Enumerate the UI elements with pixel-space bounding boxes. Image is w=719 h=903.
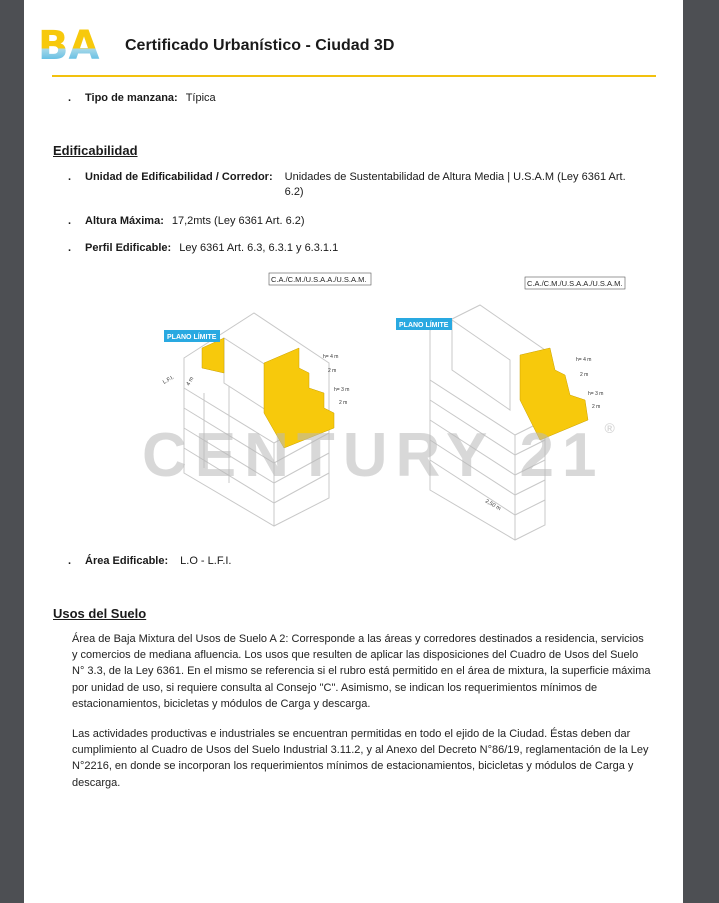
dim-4m-label: 4 m xyxy=(185,376,196,387)
bullet: . xyxy=(68,92,72,104)
perfil-value: Ley 6361 Art. 6.3, 6.3.1 y 6.3.1.1 xyxy=(179,242,339,254)
header-divider xyxy=(52,75,656,77)
edificabilidad-heading: Edificabilidad xyxy=(53,143,138,158)
lfi-label: L.F.I. xyxy=(162,374,176,386)
building-profile-diagram-right xyxy=(370,270,623,542)
document-title: Certificado Urbanístico - Ciudad 3D xyxy=(125,37,395,54)
unidad-label: Unidad de Edificabilidad / Corredor: xyxy=(85,171,273,183)
h4-label: h= 4 m xyxy=(576,357,592,363)
svg-text:BA: BA xyxy=(38,23,100,69)
tipo-manzana-label: Tipo de manzana: xyxy=(85,92,178,104)
usos-paragraph-1: Área de Baja Mixtura del Usos de Suelo A 2: Corresponde a las áreas y corredores destinados a residencia, servicios y comercios de mediana afluencia. Los usos que resulten de aplicar las disposiciones del Cuadro de Usos del Suelo N° 3.3, de la Ley 6361. En el mismo se referencia si el rubro está permitido en el área de mixtura, la superficie máxima por unidad de uso, si requiere consulta al Consejo "C". Asimismo, se indican los requerimientos mínimos de estacionamientos, bicicletas y módulos de Carga y descarga. xyxy=(72,633,651,710)
bullet: . xyxy=(68,242,72,254)
altura-value: 17,2mts (Ley 6361 Art. 6.2) xyxy=(171,215,305,227)
h3-label: h= 3 m xyxy=(588,391,604,397)
unidad-value: Unidades de Sustentabilidad de Altura Media | U.S.A.M (Ley 6361 Art. 6.2) xyxy=(284,171,626,198)
profile-tag: C.A./C.M./U.S.A.A./U.S.A.M. xyxy=(271,275,367,284)
ba-logo xyxy=(38,23,104,69)
altura-label: Altura Máxima: xyxy=(85,215,164,227)
usos-paragraph-2: Las actividades productivas e industriales se encuentran permitidas en todo el ejido de la Ciudad. Éstas deben dar cumplimiento al Cuadro de Usos del Suelo Industrial 3.11.2, y al Anexo del Decreto N°86/19, reglamentación de la Ley N°2216, en donde se incorporan los requerimientos mínimos de estacionamientos, bicicletas y módulos de Carga y descarga. xyxy=(72,728,649,789)
d2b-label: 2 m xyxy=(339,400,348,406)
perfil-edificable-item xyxy=(68,241,338,256)
d2a-label: 2 m xyxy=(580,372,589,378)
bullet: . xyxy=(68,555,72,567)
building-top-face xyxy=(452,320,510,410)
altura-maxima-item xyxy=(68,214,305,229)
area-label: Área Edificable: xyxy=(85,555,169,567)
plano-limite-label: PLANO LÍMITE xyxy=(167,334,217,341)
document-page xyxy=(24,0,683,903)
area-edificable-item xyxy=(68,554,232,569)
unidad-edificabilidad-item xyxy=(68,170,638,200)
profile-tag: C.A./C.M./U.S.A.A./U.S.A.M. xyxy=(527,279,623,288)
d2b-label: 2 m xyxy=(592,404,601,410)
area-value: L.O - L.F.I. xyxy=(180,555,232,567)
plano-limite-label: PLANO LÍMITE xyxy=(399,322,449,329)
usos-suelo-heading: Usos del Suelo xyxy=(53,606,147,621)
setback-yellow-left xyxy=(202,338,224,373)
dim-bottom-label: 2,50 m xyxy=(484,498,502,513)
perfil-label: Perfil Edificable: xyxy=(85,242,172,254)
h3-label: h= 3 m xyxy=(334,387,350,393)
bullet: . xyxy=(68,171,72,183)
century21-watermark: CENTURY 21® xyxy=(142,420,615,490)
bullet: . xyxy=(68,215,72,227)
h4-label: h= 4 m xyxy=(323,354,339,360)
tipo-manzana-value: Típica xyxy=(185,92,216,104)
d2a-label: 2 m xyxy=(328,368,337,374)
tipo-manzana-item xyxy=(68,91,216,106)
